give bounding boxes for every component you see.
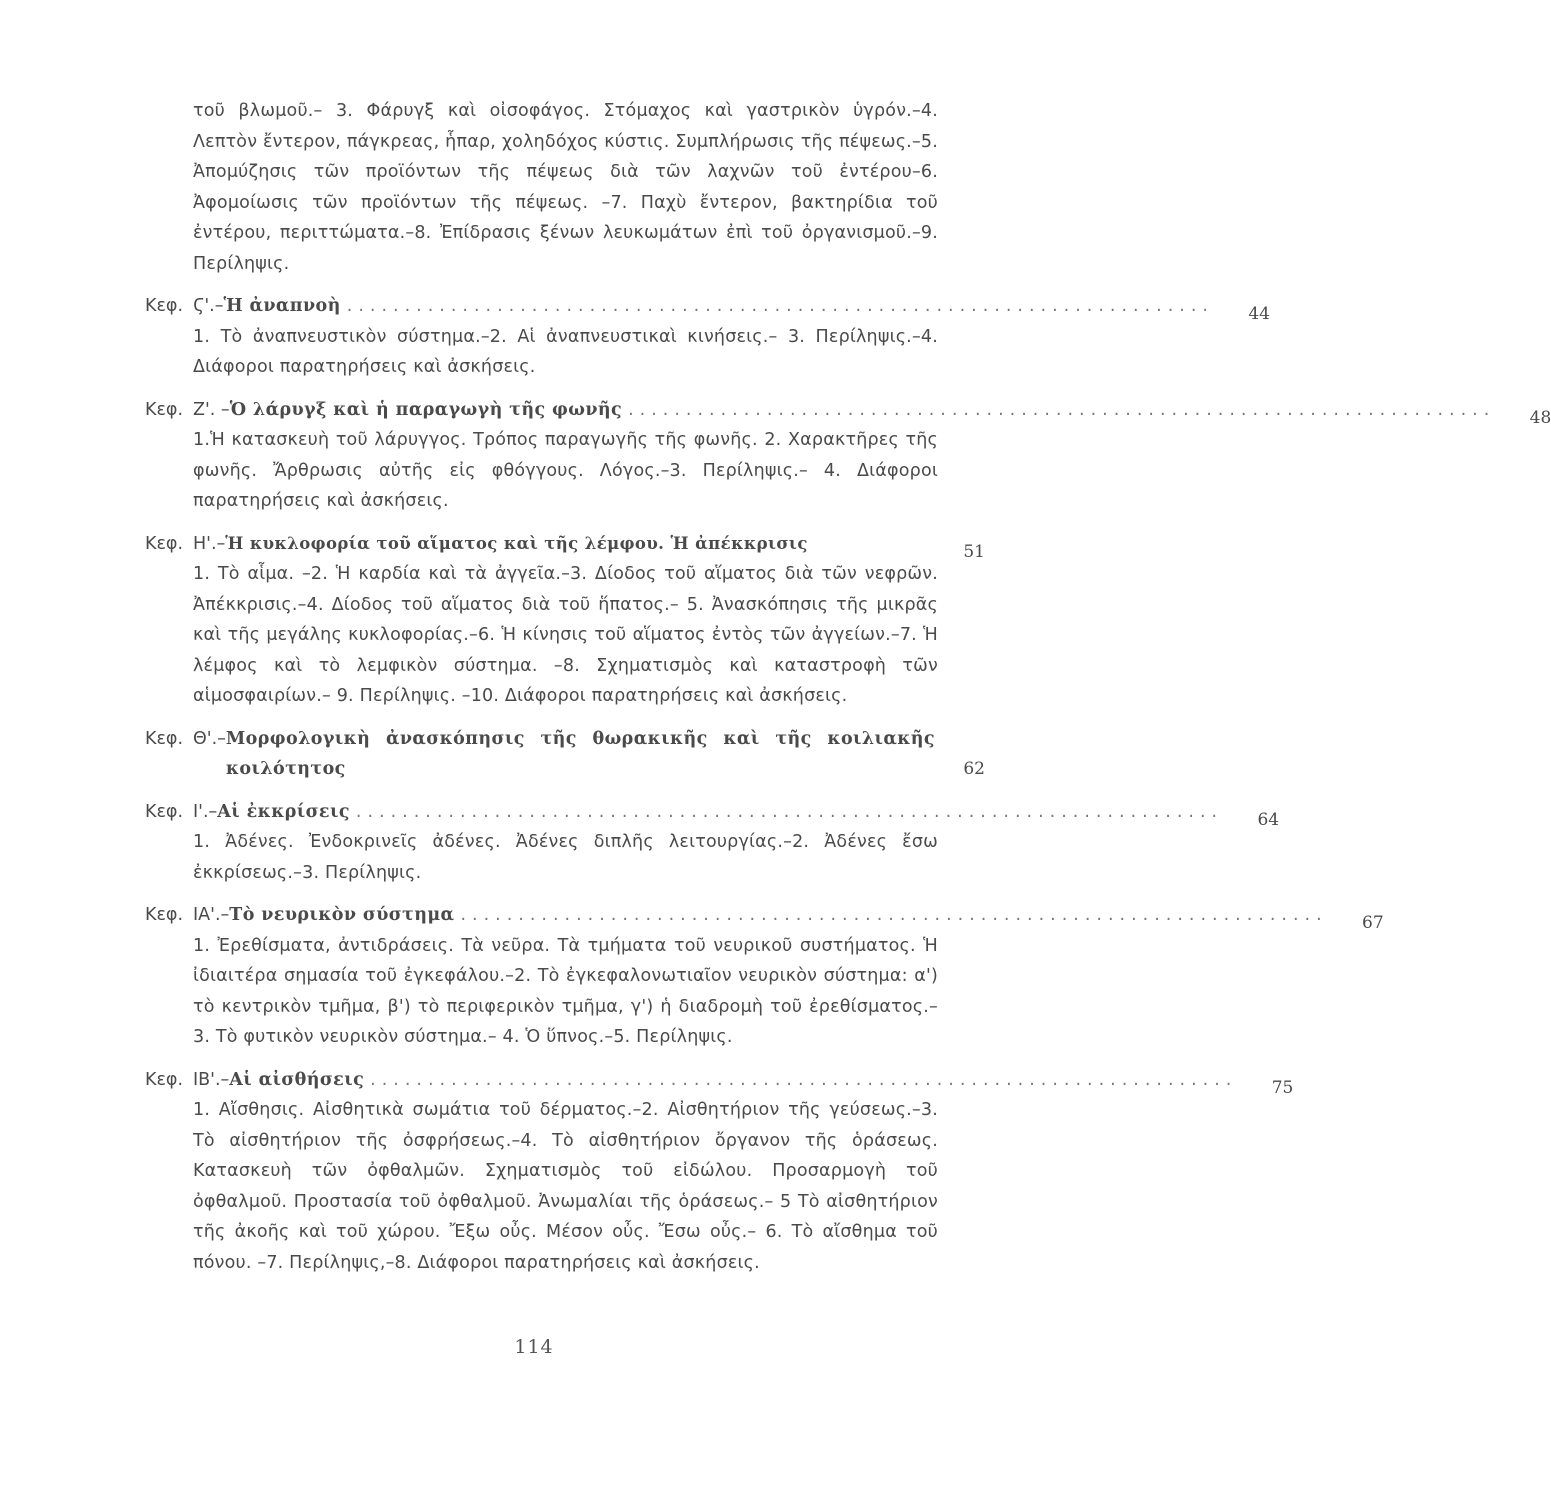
page-number: 75: [1271, 1077, 1294, 1098]
chapter-title: Αἱ αἰσθήσεις: [229, 1069, 365, 1090]
chapter-number: Ϛ'.–: [193, 296, 224, 316]
chapter-contents: 1.Ἡ κατασκευὴ τοῦ λάρυγγος. Τρόπος παραγωγῆς τῆς φωνῆς. 2. Χαρακτῆρες τῆς φωνῆς. Ἄρθρωσις αὐτῆς εἰς φθόγγους. Λόγος.–3. Περίληψις.– 4. Διάφοροι παρατηρήσεις καὶ ἀσκήσεις.: [193, 430, 938, 511]
chapter-contents: 1. Τὸ αἷμα. –2. Ἡ καρδία καὶ τὰ ἀγγεῖα.–3. Δίοδος τοῦ αἵματος διὰ τῶν νεφρῶν. Ἀπέκκρισις.–4. Δίοδος τοῦ αἵματος διὰ τοῦ ἥπατος.– 5. Ἀνασκόπησις τῆς μικρᾶς καὶ τῆς μεγάλης κυκλοφορίας.–6. Ἡ κίνησις τοῦ αἵματος ἐντὸς τῶν ἀγγείων.–7. Ἡ λέμφος καὶ τὸ λεμφικὸν σύστημα. –8. Σχηματισμὸς καὶ καταστροφὴ τῶν αἱμοσφαιρίων.– 9. Περίληψις. –10. Διάφοροι παρατηρήσεις καὶ ἀσκήσεις.: [193, 564, 938, 706]
chapter-entry: [145, 291, 1270, 383]
chapter-number: Θ'.–: [193, 728, 226, 749]
folio-page-number: 114: [514, 1336, 554, 1358]
chapter-label: Κεφ.: [145, 1069, 184, 1090]
page-number: 62: [963, 758, 985, 779]
chapter-entry: [145, 797, 1280, 889]
chapter-title: Ἡ κυκλοφορία τοῦ αἵματος καὶ τῆς λέμφου. Ἡ ἀπέκκρισις: [225, 533, 808, 553]
chapter-entry: [145, 724, 985, 785]
chapter-title: Ὁ λάρυγξ καὶ ἡ παραγωγὴ τῆς φωνῆς: [229, 399, 623, 420]
leader-dots: ...........................................................................: [628, 399, 1496, 420]
page-number: 48: [1529, 407, 1551, 428]
chapter-entry: [145, 395, 1551, 517]
page-number: 64: [1257, 809, 1280, 830]
page-number: 51: [963, 541, 985, 562]
chapter-label: Κεφ.: [145, 728, 184, 749]
chapter-label: Κεφ.: [145, 296, 184, 316]
page-number: 67: [1362, 913, 1384, 933]
leader-dots: ...........................................................................: [355, 801, 1224, 822]
chapter-number: Ι'.–: [193, 801, 218, 822]
chapter-entry: [145, 529, 985, 712]
chapter-label: Κεφ.: [145, 533, 184, 554]
chapter-number: ΙΒ'.–: [193, 1069, 230, 1090]
chapter-contents: 1. Ἀδένες. Ἐνδοκρινεῖς ἀδένες. Ἀδένες διπλῆς λειτουργίας.–2. Ἀδένες ἔσω ἐκκρίσεως.–3. Περίληψις.: [193, 832, 938, 883]
chapter-entry: [145, 900, 1384, 1053]
chapter-contents: 1. Τὸ ἀναπνευστικὸν σύστημα.–2. Αἱ ἀναπνευστικαὶ κινήσεις.– 3. Περίληψις.–4. Διάφοροι παρατηρήσεις καὶ ἀσκήσεις.: [193, 326, 938, 377]
leader-dots: ...........................................................................: [346, 296, 1214, 316]
chapter-contents: 1. Αἴσθησις. Αἰσθητικὰ σωμάτια τοῦ δέρματος.–2. Αἰσθητήριον τῆς γεύσεως.–3. Τὸ αἰσθητήριον τῆς ὀσφρήσεως.–4. Τὸ αἰσθητήριον ὄργανον τῆς ὁράσεως. Κατασκευὴ τῶν ὀφθαλμῶν. Σχηματισμὸς τοῦ εἰδώλου. Προσαρμογὴ τοῦ ὀφθαλμοῦ. Προστασία τοῦ ὀφθαλμοῦ. Ἀνωμαλίαι τῆς ὁράσεως.– 5 Τὸ αἰσθητήριον τῆς ἀκοῆς καὶ τοῦ χώρου. Ἔξω οὖς. Μέσον οὖς. Ἔσω οὖς.– 6. Τὸ αἴσθημα τοῦ πόνου. –7. Περίληψις,–8. Διάφοροι παρατηρήσεις καὶ ἀσκήσεις.: [193, 1100, 938, 1273]
chapter-title: Μορφολογικὴ ἀνασκόπησις τῆς θωρακικῆς καὶ τῆς κοιλιακῆς κοιλότητος: [225, 728, 935, 779]
leader-dots: ...........................................................................: [460, 905, 1328, 925]
intro-continuation: τοῦ βλωμοῦ.– 3. Φάρυγξ καὶ οἰσοφάγος. Στόμαχος καὶ γαστρικὸν ὑγρόν.–4. Λεπτὸν ἔντερον, πάγκρεας, ἧπαρ, χοληδόχος κύστις. Συμπλήρωσις τῆς πέψεως.–5. Ἀπομύζησις τῶν προϊόντων τῆς πέψεως διὰ τῶν λαχνῶν τοῦ ἐντέρου–6. Ἀφομοίωσις τῶν προϊόντων τῆς πέψεως. –7. Παχὺ ἔντερον, βακτηρίδια τοῦ ἐντέρου, περιττώματα.–8. Ἐπίδρασις ξένων λευκωμάτων ἐπὶ τοῦ ὀργανισμοῦ.–9. Περίληψις.: [193, 101, 938, 274]
table-of-contents: [145, 96, 1551, 1278]
page-number: 44: [1248, 304, 1270, 324]
leader-dots: ...........................................................................: [370, 1069, 1238, 1090]
chapter-number: Η'.–: [193, 533, 226, 554]
chapter-entry: [145, 1065, 1294, 1279]
chapter-label: Κεφ.: [145, 399, 184, 420]
chapter-title: Ἡ ἀναπνοὴ: [223, 296, 341, 316]
chapter-number: ΙΑ'.–: [193, 905, 230, 925]
chapter-label: Κεφ.: [145, 905, 184, 925]
chapter-label: Κεφ.: [145, 801, 184, 822]
chapter-title: Τὸ νευρικὸν σύστημα: [229, 905, 455, 925]
chapter-contents: 1. Ἐρεθίσματα, ἀντιδράσεις. Τὰ νεῦρα. Τὰ τμήματα τοῦ νευρικοῦ συστήματος. Ἡ ἰδιαιτέρα σημασία τοῦ ἐγκεφάλου.–2. Τὸ ἐγκεφαλονωτιαῖον νευρικὸν σύστημα: α') τὸ κεντρικὸν τμῆμα, β') τὸ περιφερικὸν τμῆμα, γ') ἡ διαδρομὴ τοῦ ἐρεθίσματος.– 3. Τὸ φυτικὸν νευρικὸν σύστημα.– 4. Ὁ ὕπνος.–5. Περίληψις.: [193, 935, 938, 1047]
chapter-number: Ζ'. –: [193, 399, 230, 420]
chapter-title: Αἱ ἐκκρίσεις: [217, 801, 350, 822]
